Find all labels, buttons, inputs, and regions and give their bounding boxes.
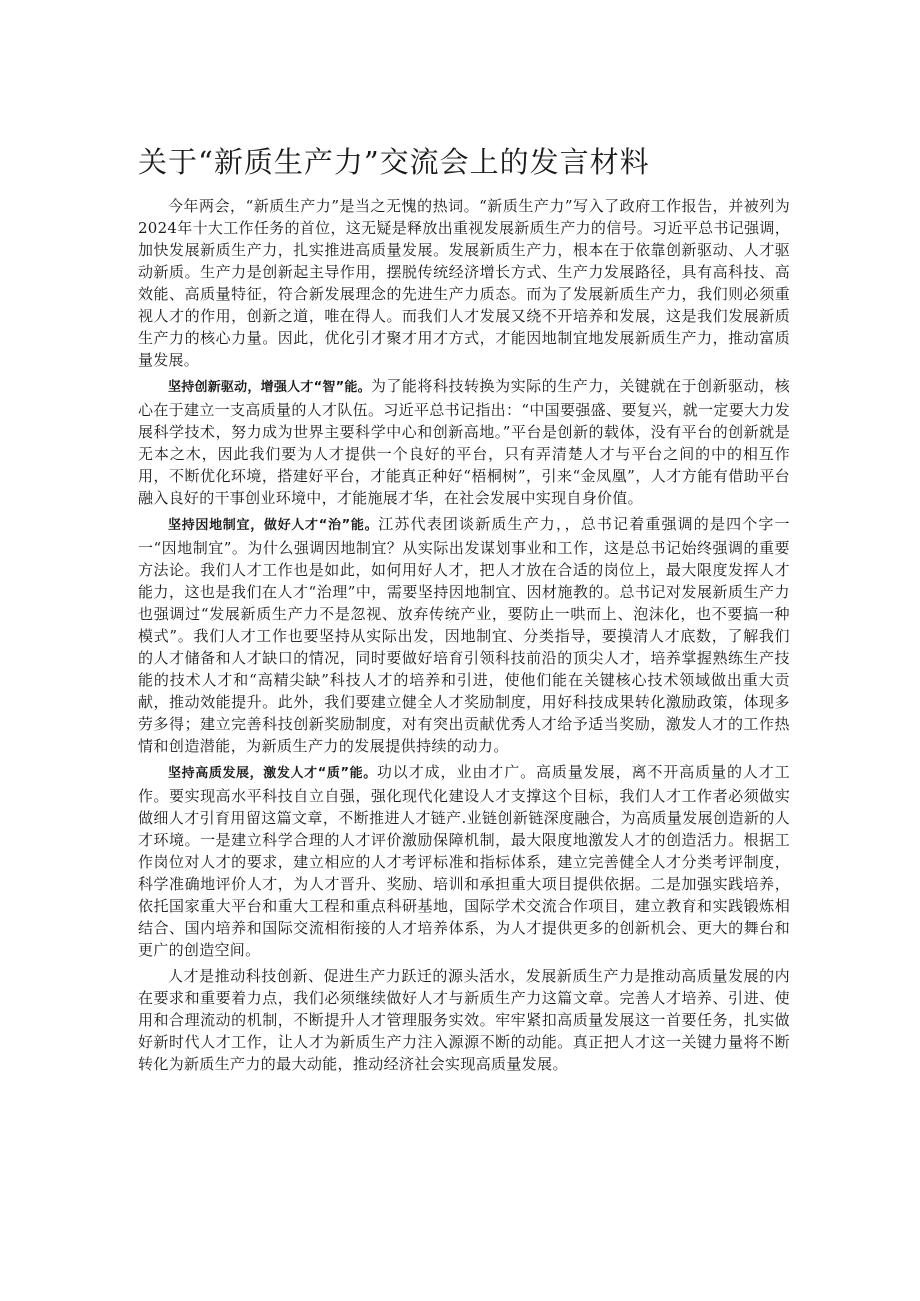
- document-body: [138, 195, 790, 1079]
- section-heading-innovation: 坚持创新驱动，增强人才“智”能。: [168, 380, 371, 395]
- section-heading-high-quality: 坚持高质发展，激发人才“质”能。: [168, 766, 377, 781]
- section-paragraph-local-conditions: [138, 513, 790, 757]
- paragraph-text: 人才是推动科技创新、促进生产力跃迁的源头活水，发展新质生产力是推动高质量发展的内在要求和重要着力点，我们必须继续做好人才与新质生产力这篇文章。完善人才培养、引进、使用和合理流动的机制，不断提升人才管理服务实效。牢牢紧扣高质量发展这一首要任务，扎实做好新时代人才工作，让人才为新质生产力注入源源不断的动能。真正把人才这一关键力量将不断转化为新质生产力的最大动能，推动经济社会实现高质量发展。: [138, 967, 790, 1073]
- paragraph-text: 为了能将科技转换为实际的生产力，关键就在于创新驱动，核心在于建立一支高质量的人才队伍。习近平总书记指出：“中国要强盛、要复兴，就一定要大力发展科学技术，努力成为世界主要科学中心和创新高地。”平台是创新的载体，没有平台的创新就是无本之木，因此我们要为人才提供一个良好的平台，只有弄清楚人才与平台之间的中的相互作用，不断优化环境，搭建好平台，才能真正种好“梧桐树”，引来“金凤凰”，人才方能有借助平台融入良好的干事创业环境中，才能施展才华，在社会发展中实现自身价值。: [138, 377, 790, 507]
- section-paragraph-innovation: [138, 375, 790, 509]
- paragraph-text: 江苏代表团谈新质生产力，，总书记着重强调的是四个字一一“因地制宜”。为什么强调因地制宜？从实际出发谋划事业和工作，这是总书记始终强调的重要方法论。我们人才工作也是如此，如何用好人才，把人才放在合适的岗位上，最大限度发挥人才能力，这也是我们在人才“治理”中，需要坚持因地制宜、因材施教的。总书记对发展新质生产力也强调过“发展新质生产力不是忽视、放弃传统产业，要防止一哄而上、泡沫化，也不要搞一种模式”。我们人才工作也要坚持从实际出发，因地制宜、分类指导，要摸清人才底数，了解我们的人才储备和人才缺口的情况，同时要做好培育引领科技前沿的顶尖人才，培养掌握熟练生产技能的技术人才和“高精尖缺”科技人才的培养和引进，使他们能在关键核心技术领域做出重大贡献，推动效能提升。此外，我们要建立健全人才奖励制度，用好科技成果转化激励政策，体现多劳多得；建立完善科技创新奖励制度，对有突出贡献优秀人才给予适当奖励，激发人才的工作热情和创造潜能，为新质生产力的发展提供持续的动力。: [138, 515, 791, 755]
- document-title: 关于“新质生产力”交流会上的发言材料: [138, 145, 650, 179]
- section-paragraph-high-quality: [138, 761, 790, 961]
- section-heading-local-conditions: 坚持因地制宜，做好人才“治”能。: [168, 518, 379, 533]
- paragraph-text: 今年两会，“新质生产力”是当之无愧的热词。“新质生产力”写入了政府工作报告，并被列为2024年十大工作任务的首位，这无疑是释放出重视发展新质生产力的信号。习近平总书记强调，加快发展新质生产力，扎实推进高质量发展。发展新质生产力，根本在于依靠创新驱动、人才驱动新质。生产力是创新起主导作用，摆脱传统经济增长方式、生产力发展路径，具有高科技、高效能、高质量特征，符合新发展理念的先进生产力质态。而为了发展新质生产力，我们则必须重视人才的作用，创新之道，唯在得人。而我们人才发展又绕不开培养和发展，这是我们发展新质生产力的核心力量。因此，优化引才聚才用才方式，才能因地制宜地发展新质生产力，推动富质量发展。: [138, 197, 790, 369]
- intro-paragraph: [138, 195, 790, 371]
- conclusion-paragraph: [138, 965, 790, 1075]
- paragraph-text: 功以才成，业由才广。高质量发展，离不开高质量的人才工作。要实现高水平科技自立自强，强化现代化建设人才支撑这个目标，我们人才工作者必须做实做细人才引育用留这篇文章，不断推进人才链产.业链创新链深度融合，为高质量发展创造新的人才环境。一是建立科学合理的人才评价激励保障机制，最大限度地激发人才的创造活力。根据工作岗位对人才的要求，建立相应的人才考评标准和指标体系，建立完善健全人才分类考评制度，科学准确地评价人才，为人才晋升、奖励、培训和承担重大项目提供依据。二是加强实践培养，依托国家重大平台和重大工程和重点科研基地，国际学术交流合作项目，建立教育和实践锻炼相结合、国内培养和国际交流相衔接的人才培养体系，为人才提供更多的创新机会、更大的舞台和更广的创造空间。: [138, 763, 790, 959]
